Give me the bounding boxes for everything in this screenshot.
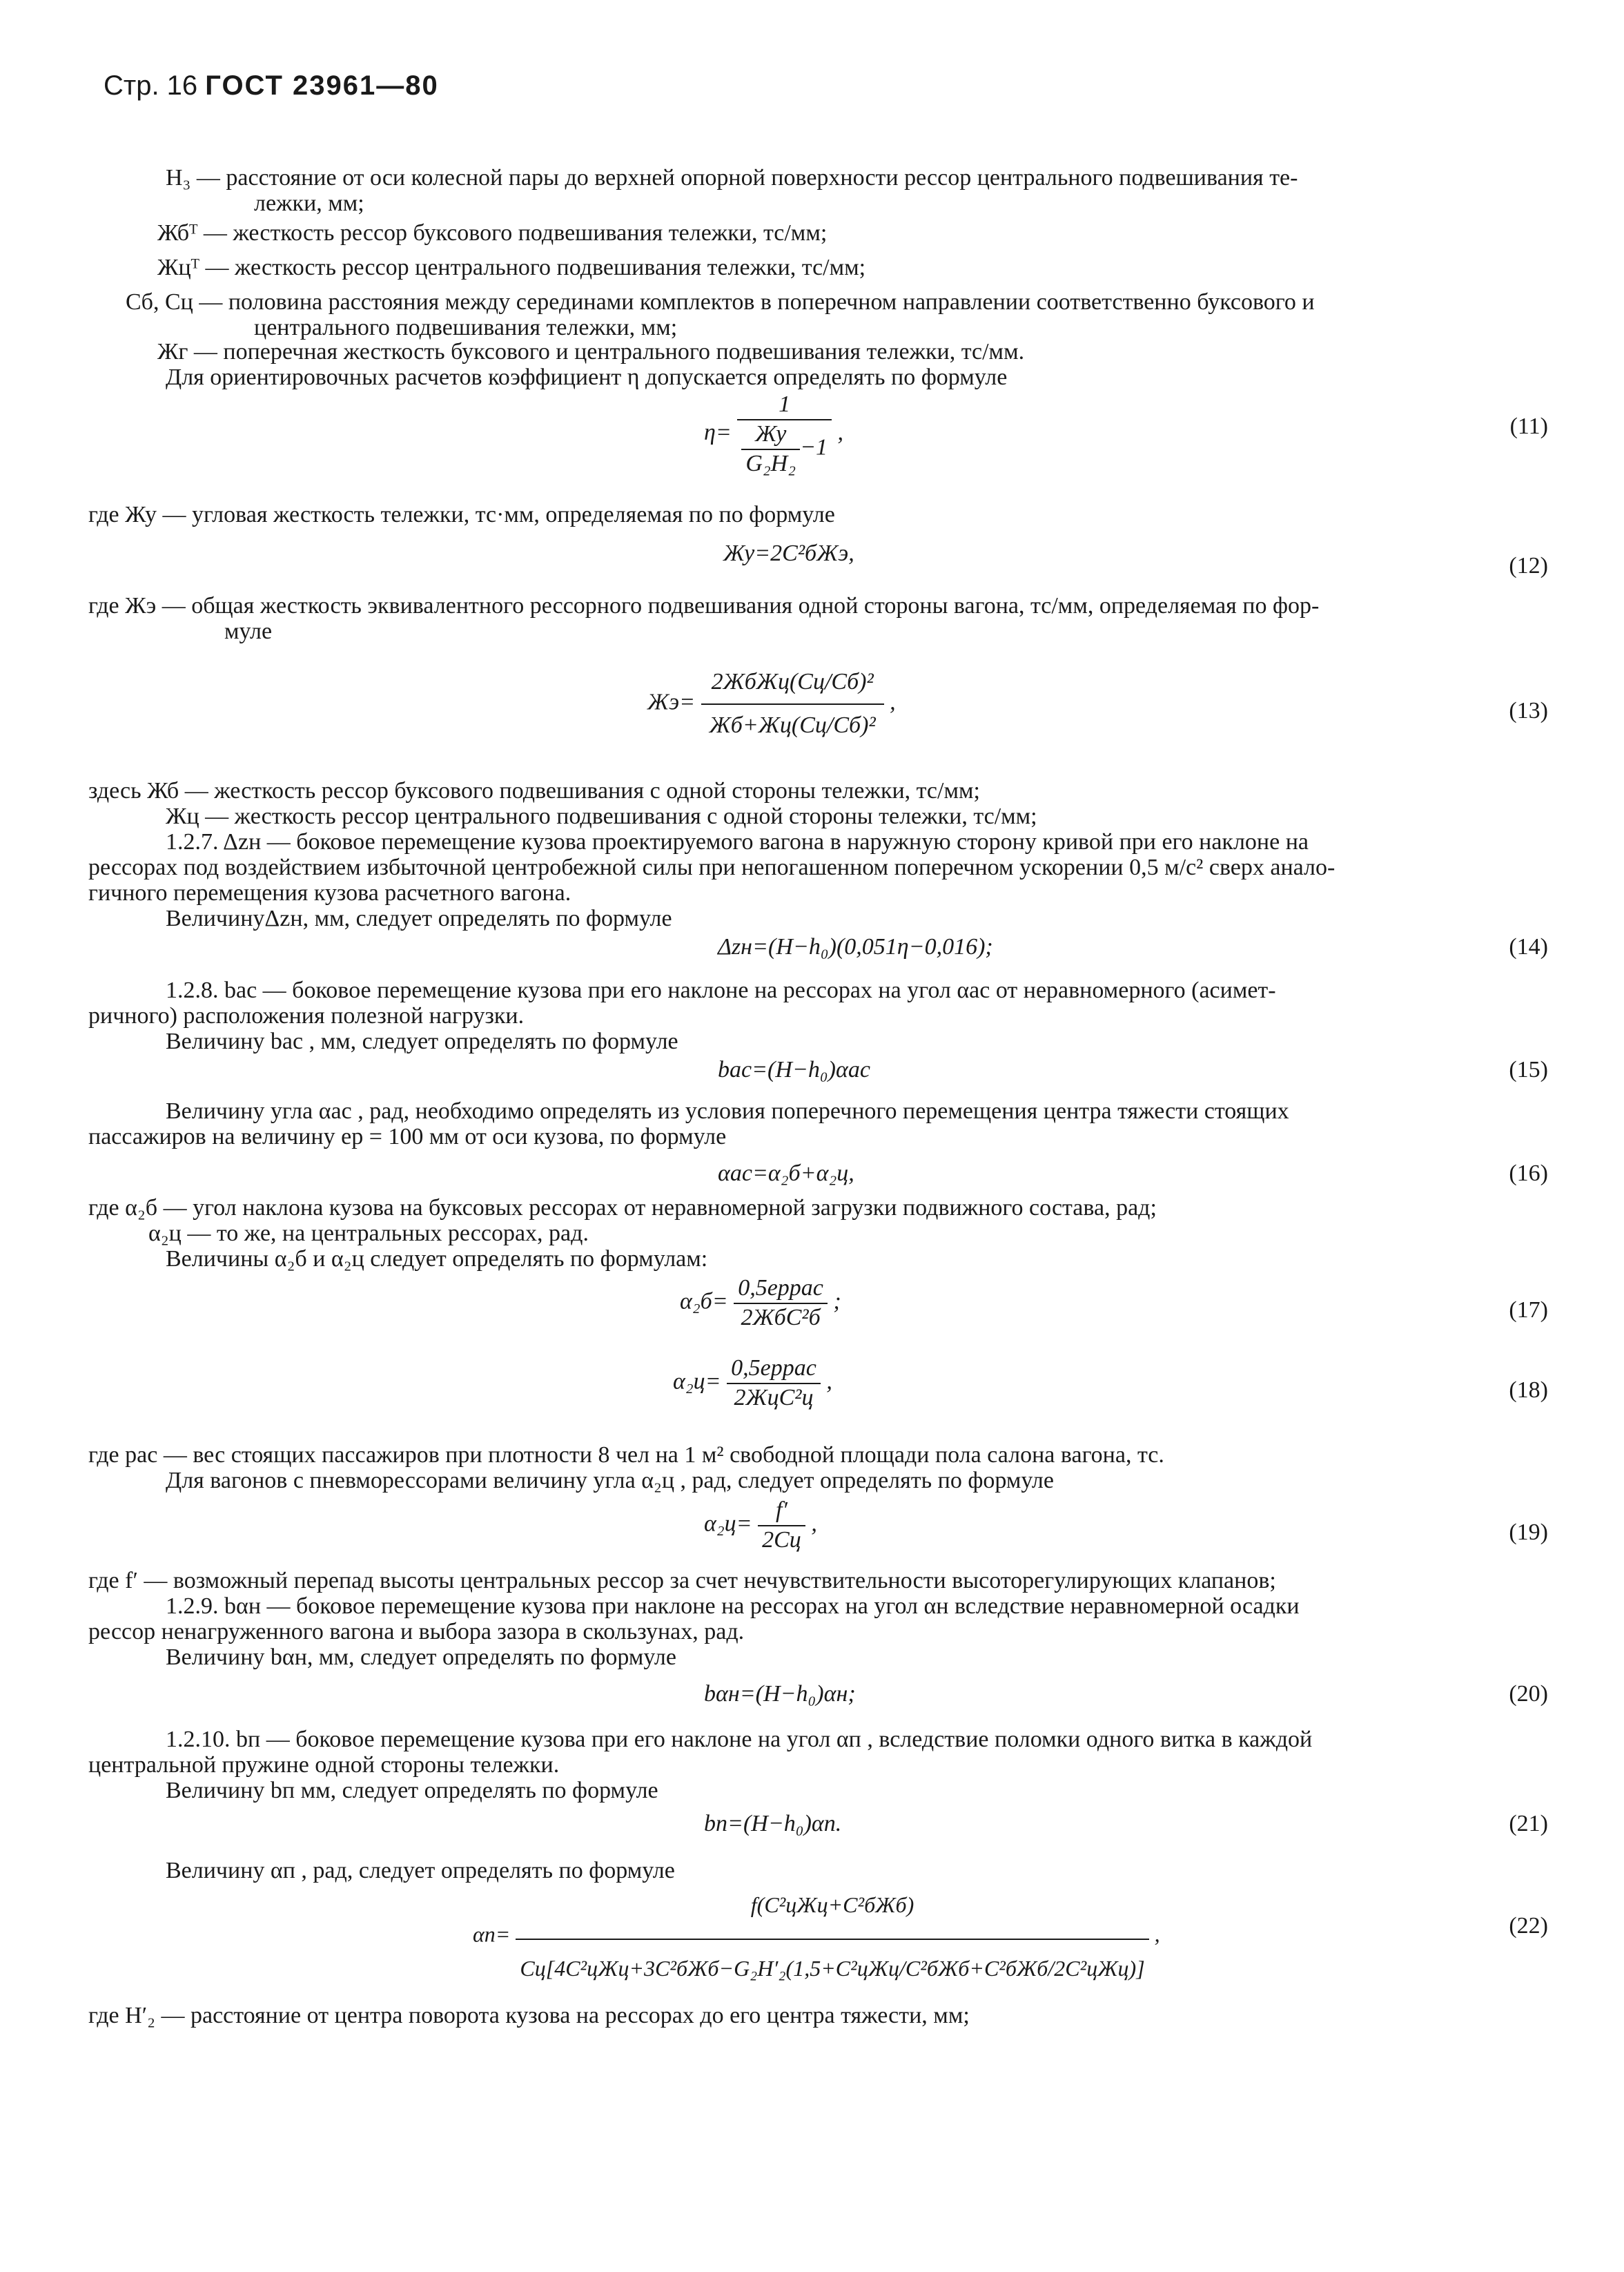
formula-11: η= 1 $\frac{Жу}{\text{G₂H₂}}$ −1 , (704, 391, 844, 476)
page-header (104, 69, 439, 102)
text-line: Cб, Cц — половина расстояния между серединами комплектов в поперечном направлении соответственно буксового и (126, 289, 1315, 315)
text-line: рессорах под воздействием избыточной центробежной силы при непогашенном поперечном ускорении 0,5 м/с² сверх анало- (88, 855, 1336, 880)
text-line: Величины α₂б и α₂ц следует определять по формулам: (166, 1246, 708, 1272)
text-line: Величину bп мм, следует определять по формуле (166, 1778, 658, 1803)
text-line: где pас — вес стоящих пассажиров при плотности 8 чел на 1 м² свободной площади пола салона вагона, тс. (88, 1442, 1164, 1468)
text-line: 1.2.9. bαн — боковое перемещение кузова при наклоне на рессорах на угол αн вследствие неравномерной осадки (166, 1593, 1300, 1619)
text-line: Жц — жесткость рессор центрального подвешивания с одной стороны тележки, тс/мм; (166, 804, 1037, 829)
formula-15: bас=(H−h₀)αас (718, 1057, 870, 1082)
text-line: Для вагонов с пневморессорами величину угла α₂ц , рад, следует определять по формуле (166, 1468, 1054, 1493)
text-line: Величину αп , рад, следует определять по формуле (166, 1858, 675, 1883)
formula-21: bп=(H−h₀)αп. (704, 1811, 842, 1836)
text-line: ВеличинуΔzн, мм, следует определять по формуле (166, 906, 672, 931)
text-line: где Жэ — общая жесткость эквивалентного рессорного подвешивания одной стороны вагона, тс/мм, определяемая по фор- (88, 593, 1320, 619)
formula-18: α₂ц= $\frac{\text{0,5eрpас}}{\text{2ЖцC²ц}}$ , (673, 1355, 832, 1410)
text-line: 1.2.8. bас — боковое перемещение кузова при его наклоне на рессорах на угол αас от неравномерного (асимет- (166, 978, 1276, 1003)
equation-number: (22) (1509, 1913, 1548, 1939)
equation-number: (20) (1509, 1681, 1548, 1707)
equation-number: (15) (1509, 1057, 1548, 1082)
formula-19: α₂ц= $\frac{f'}{2Cц}$ , (704, 1497, 817, 1553)
text-line: где Жу — угловая жесткость тележки, тс·мм, определяемая по по формуле (88, 502, 835, 527)
equation-number: (11) (1509, 414, 1548, 439)
text-line: Жцᵀ — жесткость рессор центрального подвешивания тележки, тс/мм; (157, 255, 866, 280)
text-line: ричного) расположения полезной нагрузки. (88, 1003, 525, 1029)
text-line: Жбᵀ — жесткость рессор буксового подвешивания тележки, тс/мм; (157, 220, 828, 246)
text-line: 1.2.7. Δzн — боковое перемещение кузова проектируемого вагона в наружную сторону кривой при его наклоне на (166, 829, 1309, 855)
text-line: где H′₂ — расстояние от центра поворота кузова на рессорах до его центра тяжести, мм; (88, 2003, 970, 2028)
text-line: центрального подвешивания тележки, мм; (254, 315, 678, 340)
formula-14: Δzн=(H−h₀)(0,051η−0,016); (718, 934, 993, 960)
text-line: Величину угла αас , рад, необходимо определять из условия поперечного перемещения центра тяжести стоящих (166, 1098, 1289, 1124)
text-line: Жг — поперечная жесткость буксового и центрального подвешивания тележки, тс/мм. (157, 339, 1025, 365)
text-line: Величину bαн, мм, следует определять по формуле (166, 1644, 676, 1670)
text-line: гичного перемещения кузова расчетного вагона. (88, 880, 571, 906)
equation-number: (14) (1509, 934, 1548, 960)
text-line: центральной пружине одной стороны тележки. (88, 1752, 560, 1778)
formula-22: αп= $\frac{\text{f(C²цЖц+C²бЖб)}}{\text{Cц[4C²цЖц+3C²бЖб−G₂H′₂(1,5+C²цЖц/C²бЖб+C²бЖб/2C²цЖц)]}}$ , (473, 1892, 1160, 1981)
equation-number: (16) (1509, 1161, 1548, 1186)
text-line: 1.2.10. bп — боковое перемещение кузова при его наклоне на угол αп , вследствие поломки одного витка в каждой (166, 1727, 1313, 1752)
formula-12: Жу=2C²бЖэ, (723, 541, 854, 566)
equation-number: (19) (1509, 1519, 1548, 1545)
text-line: Величину bас , мм, следует определять по формуле (166, 1029, 678, 1054)
equation-number: (13) (1509, 698, 1548, 724)
text-line: Для ориентировочных расчетов коэффициент η допускается определять по формуле (166, 365, 1008, 390)
standard-number: ГОСТ 23961—80 (205, 70, 439, 101)
formula-17: α₂б= $\frac{\text{0,5eрpас}}{\text{2ЖбC²б}}$ ; (680, 1275, 841, 1330)
formula-13: Жэ= $\frac{\text{2ЖбЖц(Cц/Cб)²}}{\text{Жб+Жц(Cц/Cб)²}}$ , (647, 661, 896, 747)
text-line: H₃ — расстояние от оси колесной пары до верхней опорной поверхности рессор центрального подвешивания те- (166, 165, 1298, 191)
text-line: α₂ц — то же, на центральных рессорах, рад. (148, 1221, 589, 1246)
page-number: Стр. 16 (104, 70, 198, 101)
text-line: здесь Жб — жесткость рессор буксового подвешивания с одной стороны тележки, тс/мм; (88, 778, 980, 804)
equation-number: (12) (1509, 553, 1548, 579)
formula-16: αас=α₂б+α₂ц, (718, 1161, 854, 1186)
text-line: рессор ненагруженного вагона и выбора зазора в скользунах, рад. (88, 1619, 745, 1644)
equation-number: (17) (1509, 1297, 1548, 1323)
formula-20: bαн=(H−h₀)αн; (704, 1681, 856, 1707)
text-line: муле (224, 619, 273, 644)
text-line: где α₂б — угол наклона кузова на буксовых рессорах от неравномерной загрузки подвижного состава, рад; (88, 1195, 1157, 1221)
text-line: где f′ — возможный перепад высоты центральных рессор за счет нечувствительности высоторегулирующих клапанов; (88, 1568, 1276, 1593)
text-line: лежки, мм; (254, 191, 364, 216)
equation-number: (21) (1509, 1811, 1548, 1836)
equation-number: (18) (1509, 1377, 1548, 1403)
text-line: пассажиров на величину eр = 100 мм от оси кузова, по формуле (88, 1124, 727, 1149)
